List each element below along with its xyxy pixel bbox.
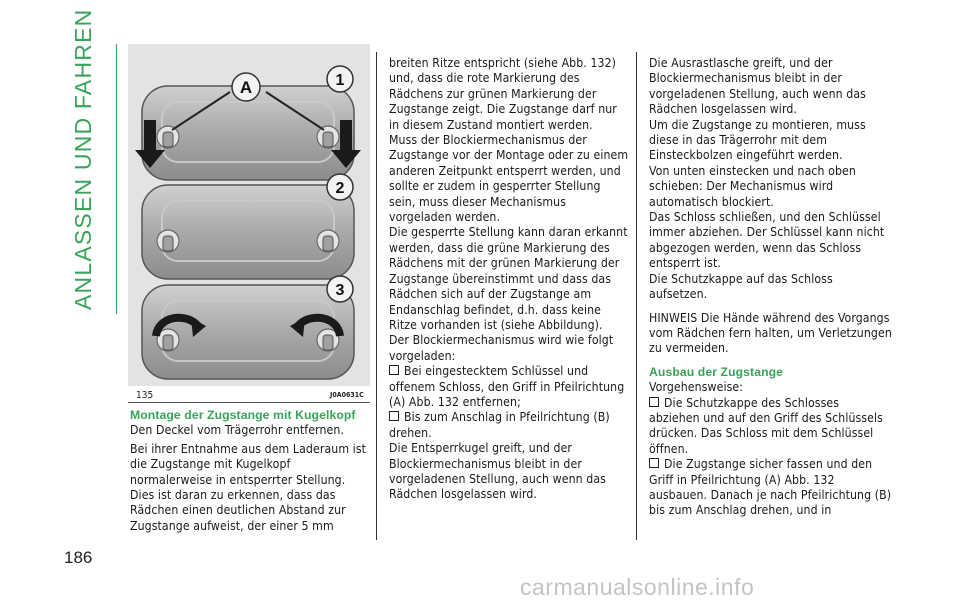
- paragraph: Die Ausrastlasche greift, und der Blockiermechanismus bleibt in der vorgeladenen Stellung, auch wenn das Rädchen losgelassen wird.: [649, 56, 866, 117]
- list-item-text: Die Schutzkappe des Schlosses abziehen und auf den Griff des Schlüssels drücken. Das Schloss mit dem Schlüssel öffnen.: [649, 395, 883, 456]
- tow-bar-illustration: [128, 44, 370, 386]
- note-paragraph: HINWEIS Die Hände während des Vorgangs vom Rädchen fern halten, um Verletzungen zu vermeiden.: [649, 310, 892, 356]
- panel-3: [142, 276, 354, 379]
- checkbox-bullet-icon: [649, 397, 659, 407]
- paragraph: Der Blockiermechanismus wird wie folgt vorgeladen:: [389, 333, 614, 363]
- figure-rule: [128, 402, 370, 403]
- chapter-title: ANLASSEN UND FAHREN: [70, 8, 96, 310]
- paragraph: Die Entsperrkugel greift, und der Blockiermechanismus bleibt in der vorgeladenen Stellung, auch wenn das Rädchen losgelassen wird.: [389, 441, 606, 502]
- paragraph: Muss der Blockiermechanismus der Zugstange vor der Montage oder zu einem anderen Zeitpunkt entsperrt werden, und sollte er zudem in gesperrter Stellung sein, muss dieser Mechanismus vorgeladen werden.: [389, 133, 629, 225]
- column-3: [649, 56, 893, 519]
- page-number: 186: [64, 548, 93, 567]
- column-separator: [376, 52, 377, 540]
- callout-1: 1: [335, 72, 345, 89]
- column-2: [389, 56, 629, 503]
- section-heading-montage: Montage der Zugstange mit Kugelkopf: [130, 408, 356, 422]
- watermark: carmanualsonline.info: [520, 574, 755, 600]
- paragraph: Bei ihrer Entnahme aus dem Laderaum ist die Zugstange mit Kugelkopf normalerweise in entsperrter Stellung. Dies ist daran zu erkennen, dass das Rädchen einen deutlichen Abstand zur Zugstange aufweist, der einer 5 mm: [130, 441, 367, 533]
- paragraph: Die Schutzkappe auf das Schloss aufsetzen.: [649, 271, 833, 302]
- paragraph: Vorgehensweise:: [649, 380, 744, 395]
- list-item: [649, 457, 893, 519]
- checkbox-bullet-icon: [649, 458, 659, 468]
- column-1: [130, 408, 370, 534]
- chapter-divider: [116, 44, 117, 314]
- figure-135: [128, 44, 370, 386]
- list-item: [389, 364, 629, 410]
- list-item: [649, 396, 893, 458]
- panel-2: [142, 174, 354, 279]
- column-separator: [636, 52, 637, 540]
- list-item-text: Bis zum Anschlag in Pfeilrichtung (B) drehen.: [389, 410, 610, 440]
- figure-code: J0A0631C: [330, 391, 364, 399]
- paragraph: Um die Zugstange zu montieren, muss diese in das Trägerrohr mit dem Einsteckbolzen eingeführt werden.: [649, 117, 866, 163]
- figure-number: 135: [136, 390, 154, 401]
- paragraph: Von unten einstecken und nach oben schieben: Der Mechanismus wird automatisch blockiert.: [649, 163, 856, 209]
- callout-2: 2: [335, 180, 345, 197]
- paragraph: breiten Ritze entspricht (siehe Abb. 132) und, dass die rote Markierung des Rädchens zur grünen Markierung der Zugstange zeigt. Die Zugstange darf nur in diesem Zustand montiert werden.: [389, 56, 617, 132]
- paragraph: Den Deckel vom Trägerrohr entfernen.: [130, 423, 345, 438]
- list-item-text: Die Zugstange sicher fassen und den Griff in Pfeilrichtung (A) Abb. 132 ausbauen. Danach je nach Pfeilrichtung (B) bis zum Anschlag drehen, und in: [649, 457, 892, 518]
- checkbox-bullet-icon: [389, 365, 399, 375]
- list-item: [389, 410, 629, 441]
- checkbox-bullet-icon: [389, 411, 399, 421]
- callout-A: A: [239, 78, 253, 97]
- paragraph: Die gesperrte Stellung kann daran erkannt werden, dass die grüne Markierung des Rädchens mit der grünen Markierung der Zugstange übereinstimmt und dass das Rädchen sich auf der Zugstange am Endanschlag befindet, d.h. dass keine Ritze vorhanden ist (siehe Abbildung).: [389, 225, 628, 332]
- callout-3: 3: [335, 282, 345, 299]
- paragraph: Das Schloss schließen, und den Schlüssel immer abziehen. Der Schlüssel kann nicht abgezogen werden, wenn das Schloss entsperrt ist.: [649, 210, 885, 271]
- section-heading-ausbau: Ausbau der Zugstange: [649, 364, 784, 379]
- list-item-text: Bei eingestecktem Schlüssel und offenem Schloss, den Griff in Pfeilrichtung (A) Abb. 132 entfernen;: [389, 364, 625, 409]
